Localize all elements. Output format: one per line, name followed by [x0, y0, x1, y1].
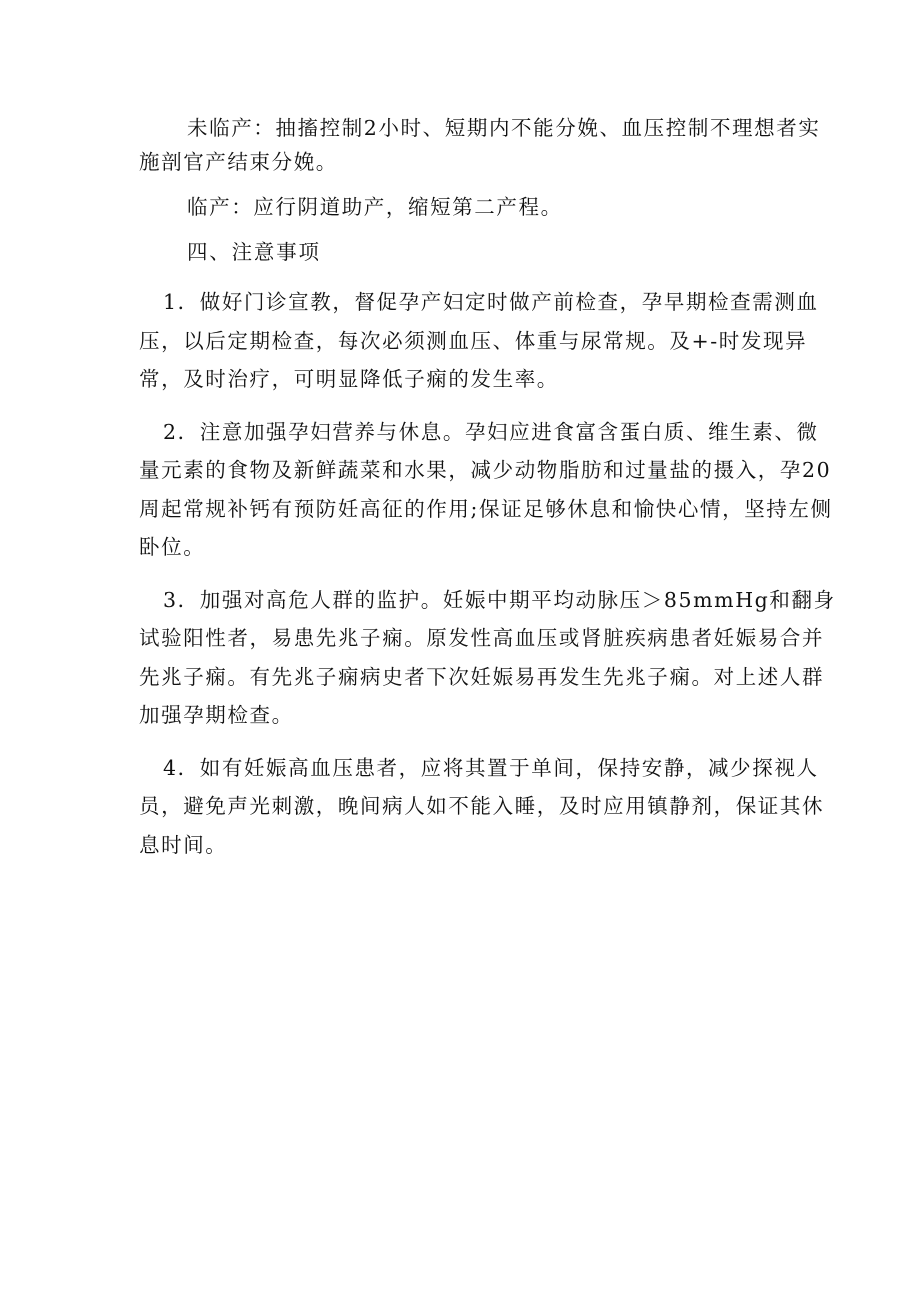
list-item-4: 4．如有妊娠高血压患者，应将其置于单间，保持安静，减少探视人员，避免声光刺激，晚间病人如不能入睡，及时应用镇静剂，保证其休息时间。 — [139, 755, 825, 857]
section-heading-precautions: 四、注意事项 — [187, 240, 321, 264]
list-item-3: 3．加强对高危人群的监护。妊娠中期平均动脉压＞85mmHg和翻身试验阳性者，易患先兆子痫。原发性高血压或肾脏疾病患者妊娠易合并先兆子痫。有先兆子痫病史者下次妊娠易再发生先兆子痫。对上述人群加强孕期检查。 — [139, 587, 836, 727]
list-item-1: 1．做好门诊宣教，督促孕产妇定时做产前检查，孕早期检查需测血压，以后定期检查，每次必须测血压、体重与尿常规。及+-时发现异常，及时治疗，可明显降低子痫的发生率。 — [139, 290, 819, 391]
document-body — [139, 111, 839, 878]
paragraph-pre-labor: 未临产：抽搐控制2小时、短期内不能分娩、血压控制不理想者实施剖官产结束分娩。 — [139, 116, 821, 174]
list-item-2: 2．注意加强孕妇营养与休息。孕妇应进食富含蛋白质、维生素、微量元素的食物及新鲜蔬菜和水果，减少动物脂肪和过量盐的摄入，孕20周起常规补钙有预防妊高征的作用;保证足够休息和愉快心情，坚持左侧卧位。 — [139, 419, 833, 559]
paragraph-in-labor: 临产：应行阴道助产，缩短第二产程。 — [187, 195, 563, 219]
